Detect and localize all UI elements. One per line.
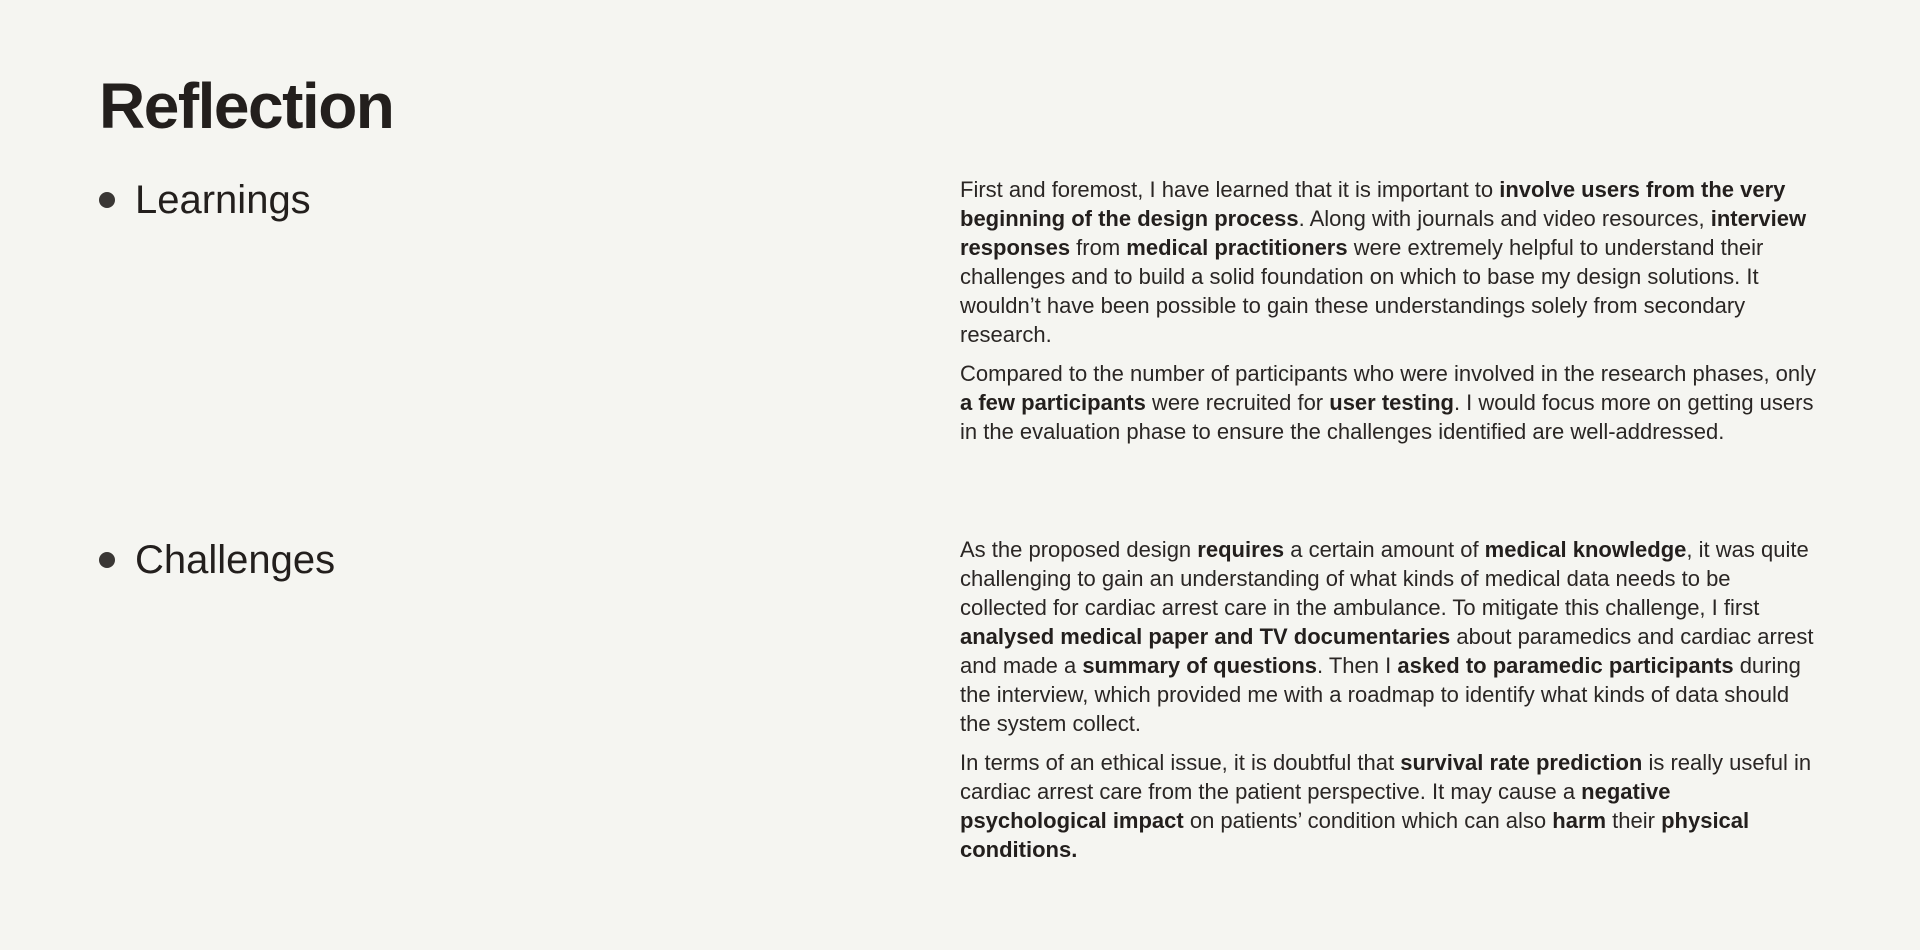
body-text: . Then I	[1317, 653, 1398, 678]
emphasized-text: harm	[1552, 808, 1607, 833]
body-text: First and foremost, I have learned that it is important to	[960, 177, 1500, 202]
body-text: As the proposed design	[960, 537, 1198, 562]
learnings-body	[960, 175, 1820, 456]
emphasized-text: medical practitioners	[1126, 235, 1348, 260]
emphasized-text: interview responses	[960, 206, 1807, 260]
body-text: were recruited for	[1145, 390, 1330, 415]
bullet-icon	[99, 192, 115, 208]
emphasized-text: medical knowledge	[1484, 537, 1687, 562]
body-text: their	[1606, 808, 1662, 833]
body-text: , it was quite challenging to gain an understanding of what kinds of medical data needs to be collected for cardiac arrest care in the ambulance. To mitigate this challenge, I first	[960, 537, 1809, 620]
paragraph	[960, 535, 1820, 738]
emphasized-text: survival rate prediction	[1400, 750, 1643, 775]
body-text: . Along with journals and video resources,	[1298, 206, 1711, 231]
learnings-heading-label: Learnings	[135, 178, 311, 222]
challenges-body	[960, 535, 1820, 874]
emphasized-text: asked to paramedic participants	[1397, 653, 1734, 678]
body-text: during the interview, which provided me with a roadmap to identify what kinds of data should the system collect.	[960, 653, 1801, 736]
body-text: from	[1070, 235, 1127, 260]
body-text: a certain amount of	[1284, 537, 1485, 562]
emphasized-text: involve users from the very beginning of the design process	[960, 177, 1786, 231]
emphasized-text: analysed medical paper and TV documentaries	[960, 624, 1451, 649]
body-text: on patients’ condition which can also	[1183, 808, 1553, 833]
body-text: Compared to the number of participants who were involved in the research phases, only	[960, 361, 1817, 386]
challenges-heading	[99, 536, 335, 584]
emphasized-text: a few participants	[960, 390, 1146, 415]
body-text: were extremely helpful to understand their challenges and to build a solid foundation on which to base my design solutions. It wouldn’t have been possible to gain these understandings solely from secondary research.	[960, 235, 1764, 347]
paragraph	[960, 175, 1820, 349]
learnings-heading	[99, 176, 311, 224]
emphasized-text: summary of questions	[1082, 653, 1318, 678]
paragraph	[960, 748, 1820, 864]
body-text: about paramedics and cardiac arrest and made a	[960, 624, 1814, 678]
page-title: Reflection	[99, 70, 394, 142]
challenges-heading-label: Challenges	[135, 538, 336, 582]
emphasized-text: negative psychological impact	[960, 779, 1671, 833]
bullet-icon	[99, 552, 115, 568]
emphasized-text: physical conditions.	[960, 808, 1750, 862]
emphasized-text: user testing	[1329, 390, 1454, 415]
body-text: . I would focus more on getting users in the evaluation phase to ensure the challenges identified are well-addressed.	[960, 390, 1814, 444]
body-text: In terms of an ethical issue, it is doubtful that	[960, 750, 1401, 775]
paragraph	[960, 359, 1820, 446]
emphasized-text: requires	[1197, 537, 1285, 562]
body-text: is really useful in cardiac arrest care from the patient perspective. It may cause a	[960, 750, 1812, 804]
